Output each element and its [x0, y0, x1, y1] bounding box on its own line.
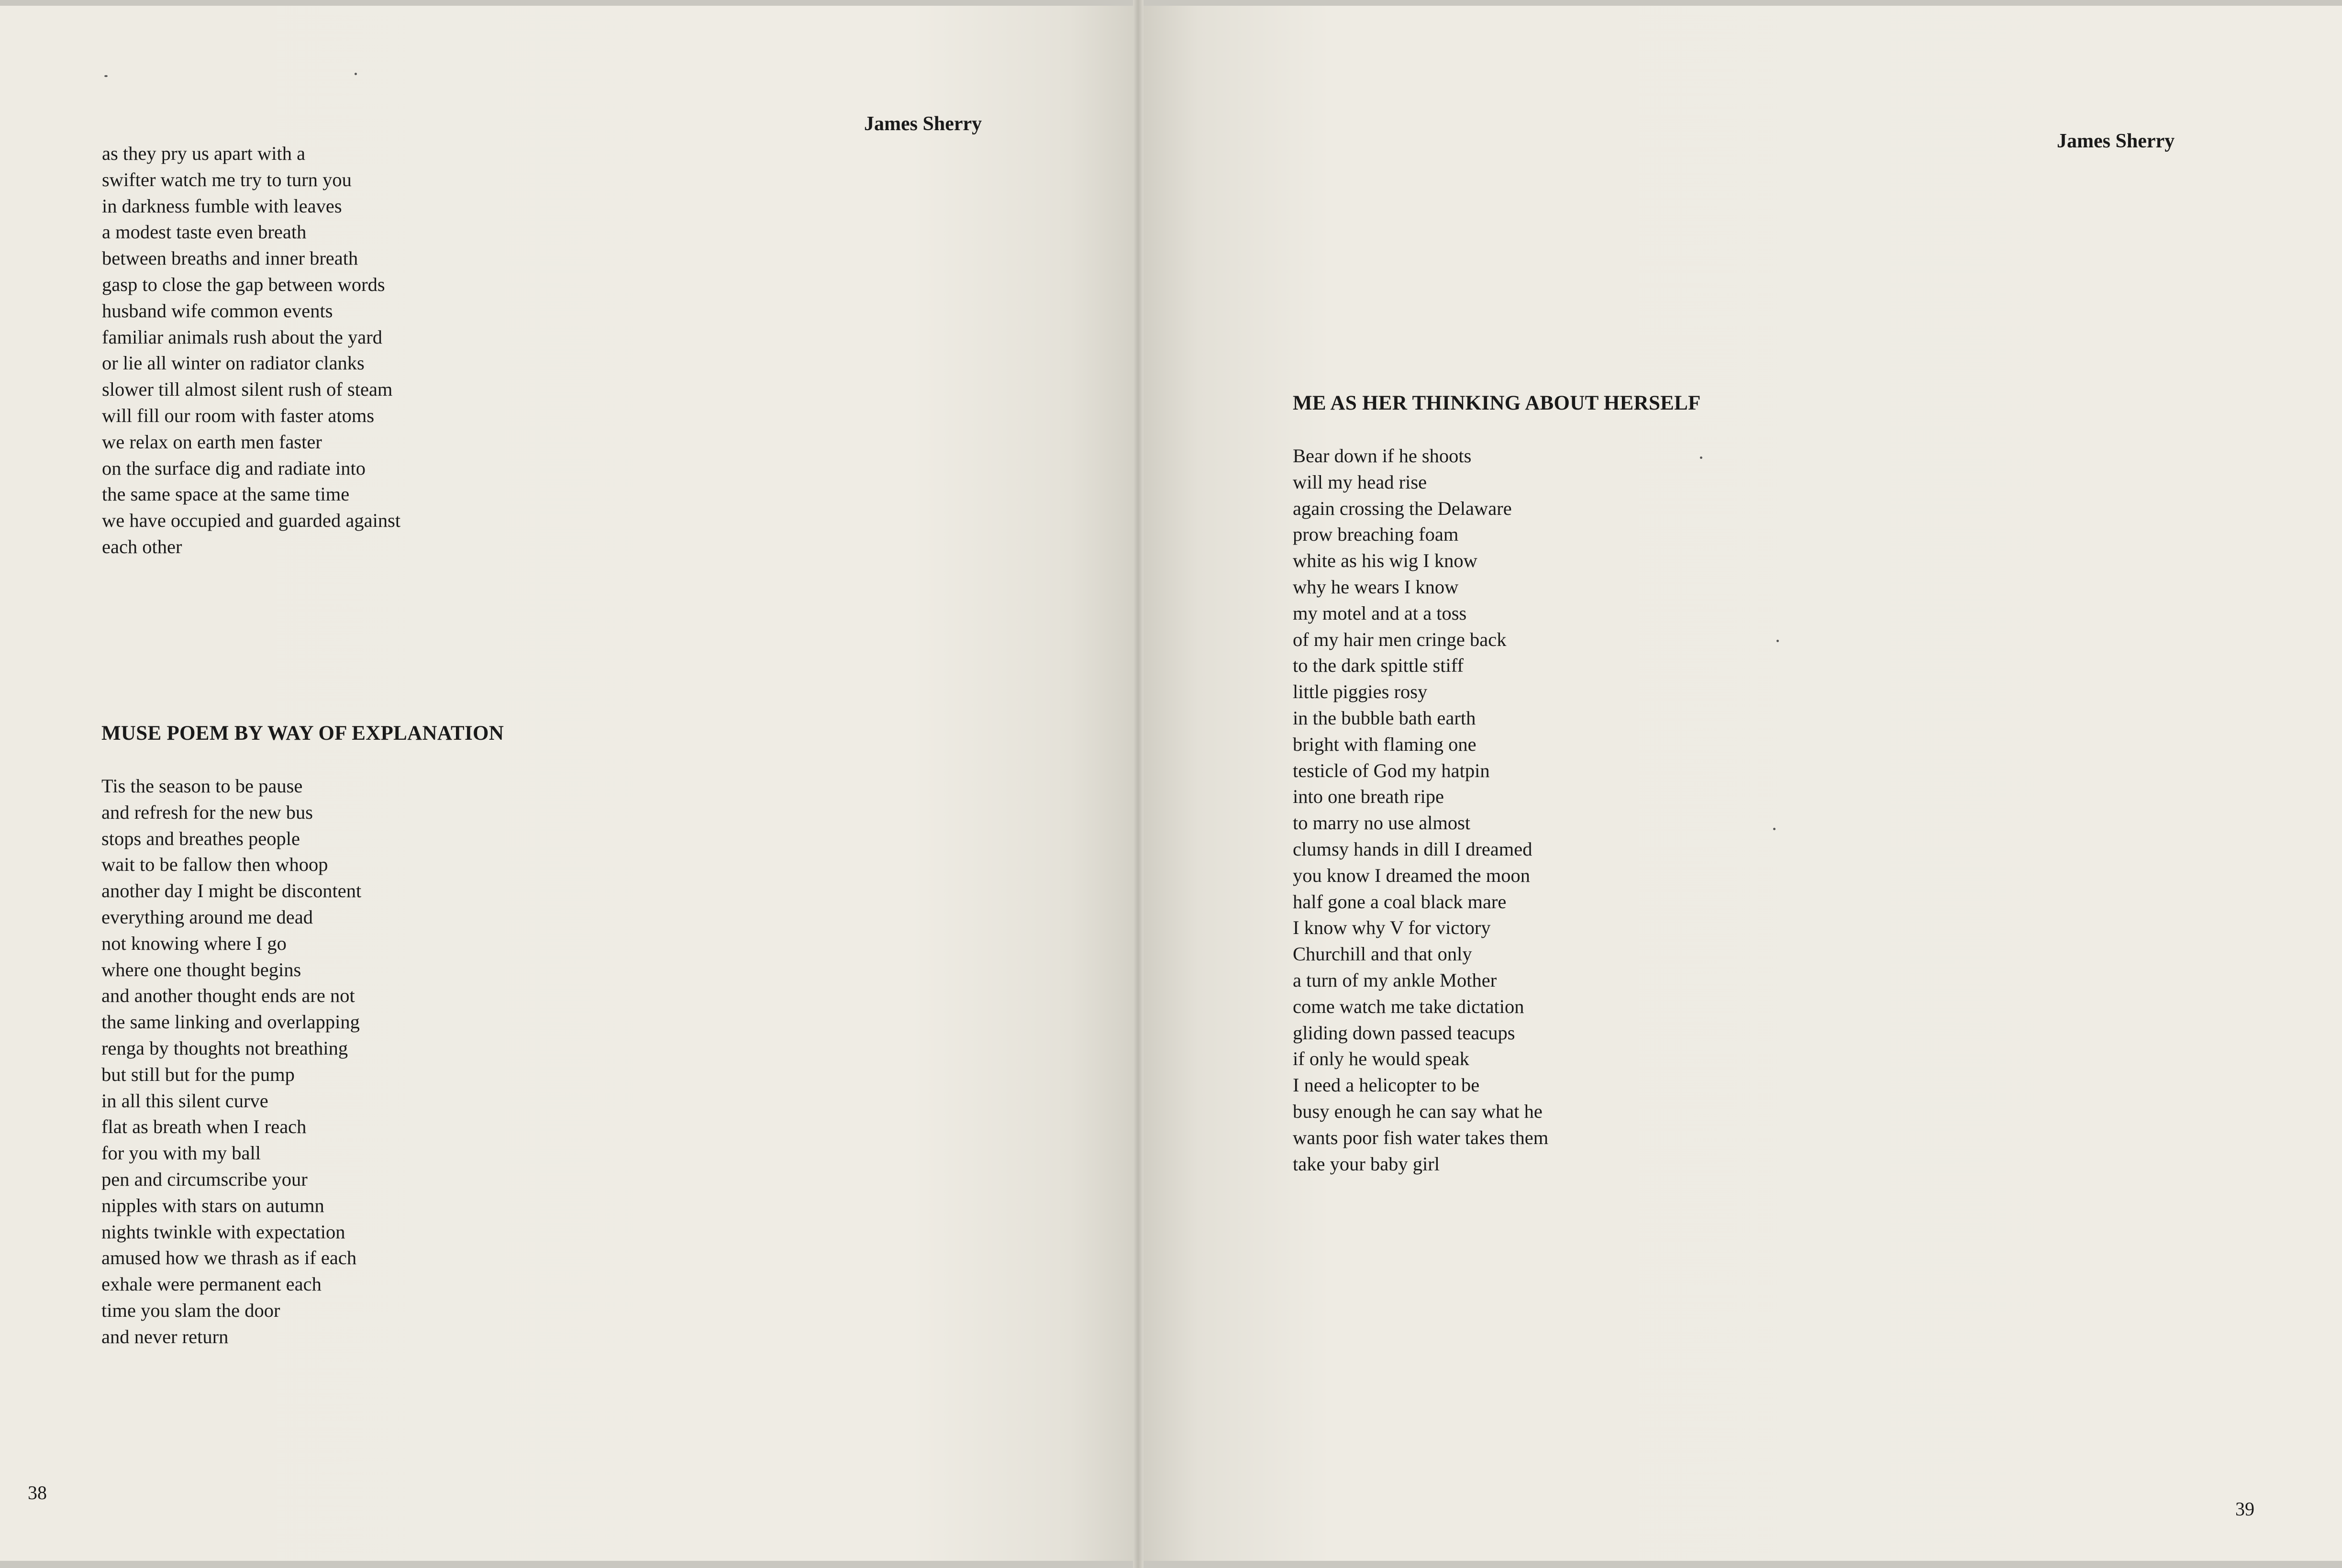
poem-line: stops and breathes people: [101, 827, 300, 849]
poem-line: I know why V for victory: [1293, 917, 1491, 939]
poem-line: and refresh for the new bus: [101, 801, 313, 823]
poem-line: if only he would speak: [1293, 1048, 1469, 1070]
poem-line: we have occupied and guarded against: [102, 510, 401, 532]
poem-line: bright with flaming one: [1293, 733, 1476, 755]
poem-text: [1293, 443, 1548, 1177]
poem-line: busy enough he can say what he: [1293, 1100, 1543, 1122]
running-head-author: James Sherry: [2057, 130, 2175, 152]
poem-line: gasp to close the gap between words: [102, 273, 385, 295]
left-page: [0, 6, 1138, 1561]
poem-line: wants poor fish water takes them: [1293, 1126, 1549, 1148]
poem-line: amused how we thrash as if each: [101, 1247, 357, 1269]
poem-line: I need a helicopter to be: [1293, 1074, 1480, 1096]
poem-text: [101, 773, 361, 1350]
poem-line: nipples with stars on autumn: [101, 1194, 324, 1216]
poem-line: renga by thoughts not breathing: [101, 1037, 348, 1059]
right-page: [1138, 6, 2342, 1561]
poem-line: swifter watch me try to turn you: [102, 168, 352, 190]
poem-line: again crossing the Delaware: [1293, 497, 1512, 519]
poem-line: each other: [102, 535, 182, 557]
poem-line: wait to be fallow then whoop: [101, 854, 328, 876]
poem-line: or lie all winter on radiator clanks: [102, 352, 365, 374]
poem-line: white as his wig I know: [1293, 550, 1477, 572]
poem-line: into one breath ripe: [1293, 786, 1444, 808]
poem-line: exhale were permanent each: [101, 1273, 322, 1295]
poem-line: of my hair men cringe back: [1293, 628, 1507, 650]
poem-line: on the surface dig and radiate into: [102, 457, 366, 479]
poem-line: for you with my ball: [101, 1142, 261, 1164]
poem-line: in darkness fumble with leaves: [102, 195, 342, 217]
print-speck: [1700, 456, 1702, 459]
poem-line: gliding down passed teacups: [1293, 1022, 1515, 1044]
poem-line: and another thought ends are not: [101, 985, 355, 1007]
print-speck: [1773, 828, 1776, 830]
poem-line: Churchill and that only: [1293, 943, 1472, 965]
poem-line: the same space at the same time: [102, 483, 350, 505]
poem-line: and never return: [101, 1325, 229, 1347]
poem-line: familiar animals rush about the yard: [102, 326, 382, 348]
page-number: 38: [28, 1482, 47, 1503]
poem-continued-text: [102, 141, 400, 560]
poem-line: another day I might be discontent: [101, 880, 362, 902]
poem-title: ME AS HER THINKING ABOUT HERSELF: [1293, 392, 1701, 414]
book-gutter: [1133, 0, 1143, 1568]
poem-line: to marry no use almost: [1293, 812, 1471, 834]
poem-line: why he wears I know: [1293, 576, 1459, 598]
poem-line: Bear down if he shoots: [1293, 445, 1472, 467]
poem-line: come watch me take dictation: [1293, 995, 1524, 1017]
poem-line: husband wife common events: [102, 300, 333, 322]
running-head-author: James Sherry: [864, 113, 982, 135]
poem-line: we relax on earth men faster: [102, 431, 322, 453]
poem-line: you know I dreamed the moon: [1293, 864, 1531, 886]
poem-line: in the bubble bath earth: [1293, 707, 1476, 729]
poem-line: slower till almost silent rush of steam: [102, 378, 393, 400]
poem-title: MUSE POEM BY WAY OF EXPLANATION: [101, 722, 504, 745]
poem-line: where one thought begins: [101, 958, 301, 980]
poem-line: to the dark spittle stiff: [1293, 655, 1464, 677]
poem-line: flat as breath when I reach: [101, 1116, 307, 1138]
poem-line: testicle of God my hatpin: [1293, 759, 1490, 781]
poem-line: a turn of my ankle Mother: [1293, 969, 1497, 991]
print-speck: [1776, 640, 1779, 642]
poem-line: half gone a coal black mare: [1293, 890, 1507, 912]
poem-line: nights twinkle with expectation: [101, 1221, 345, 1243]
poem-line: Tis the season to be pause: [101, 775, 303, 797]
poem-line: little piggies rosy: [1293, 681, 1428, 703]
poem-line: pen and circumscribe your: [101, 1168, 308, 1190]
poem-line: a modest taste even breath: [102, 221, 307, 243]
poem-line: as they pry us apart with a: [102, 143, 306, 164]
poem-line: in all this silent curve: [101, 1090, 268, 1112]
poem-line: but still but for the pump: [101, 1063, 295, 1085]
poem-line: my motel and at a toss: [1293, 602, 1467, 624]
poem-line: prow breaching foam: [1293, 523, 1459, 545]
poem-line: clumsy hands in dill I dreamed: [1293, 838, 1532, 860]
print-speck: [355, 73, 357, 75]
poem-line: will my head rise: [1293, 471, 1427, 493]
poem-line: not knowing where I go: [101, 932, 287, 954]
poem-line: between breaths and inner breath: [102, 247, 358, 269]
poem-line: time you slam the door: [101, 1299, 280, 1321]
poem-line: everything around me dead: [101, 906, 313, 928]
poem-line: the same linking and overlapping: [101, 1011, 360, 1033]
poem-line: take your baby girl: [1293, 1153, 1440, 1175]
print-speck: [104, 75, 108, 77]
poem-line: will fill our room with faster atoms: [102, 404, 375, 426]
page-number: 39: [2235, 1498, 2254, 1520]
